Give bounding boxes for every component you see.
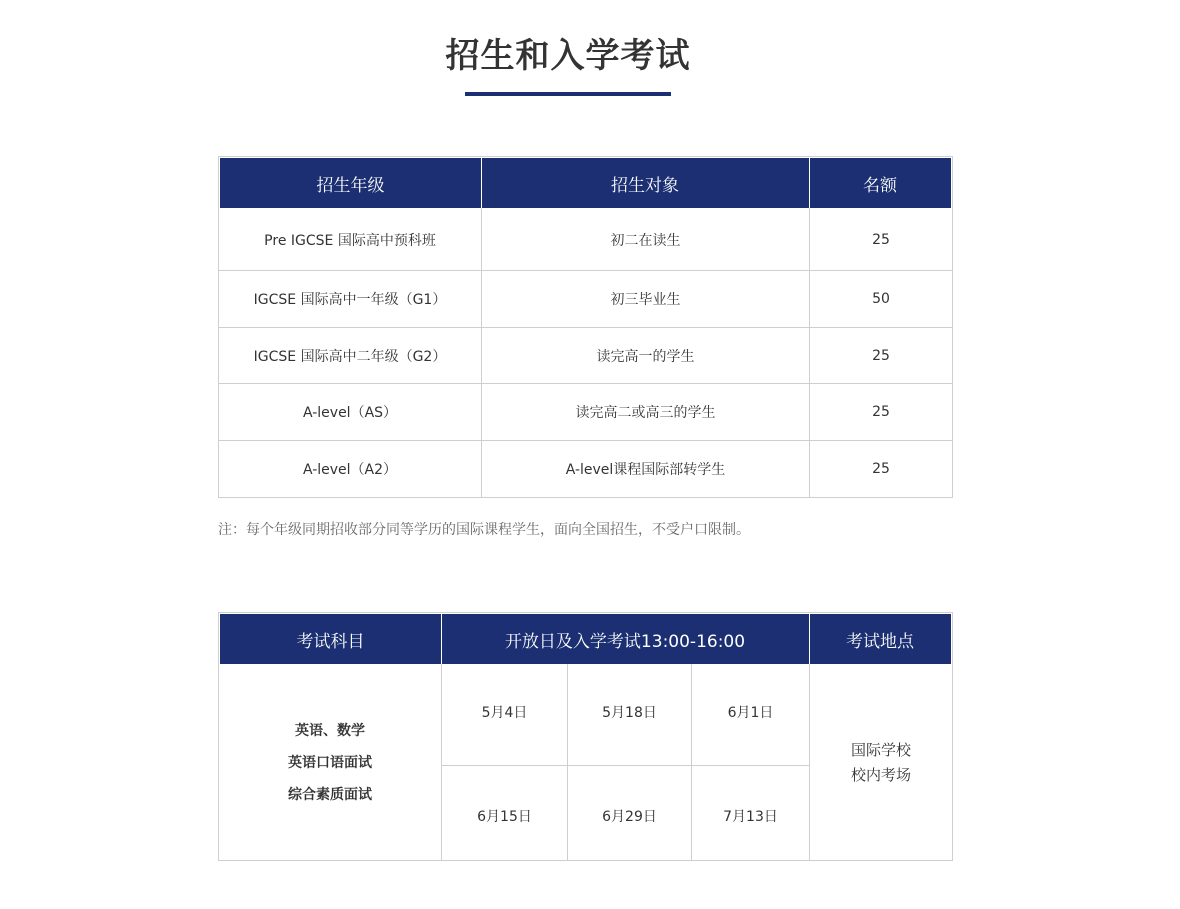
table-cell-grade: A-level（AS）: [302, 405, 398, 421]
title-underline: [465, 92, 671, 96]
exam-date: 6月15日: [477, 809, 532, 825]
exam-date: 7月13日: [723, 809, 778, 825]
enrollment-note: 注：每个年级同期招收部分同等学历的国际课程学生，面向全国招生，不受户口限制。: [218, 522, 750, 538]
header-quota: 名额: [863, 175, 897, 196]
header-subjects: 考试科目: [296, 631, 365, 652]
table-cell-grade: IGCSE 国际高中一年级（G1）: [253, 292, 447, 308]
table-cell-target: 读完高二或高三的学生: [575, 405, 716, 421]
header-divider: [481, 158, 482, 208]
table-cell-target: 初二在读生: [610, 232, 681, 249]
exam-date: 6月1日: [727, 705, 774, 721]
exam-date: 6月29日: [602, 809, 657, 825]
table-cell-grade: IGCSE 国际高中二年级（G2）: [253, 348, 447, 365]
page-title: 招生和入学考试: [445, 36, 691, 76]
table-cell-target: 读完高一的学生: [596, 348, 695, 365]
header-dates: 开放日及入学考试13:00-16:00: [504, 631, 746, 652]
location-line: 校内考场: [850, 765, 911, 784]
header-grade: 招生年级: [316, 175, 385, 196]
location-line: 国际学校: [850, 740, 911, 759]
exam-location: [810, 665, 952, 860]
header-location: 考试地点: [846, 631, 914, 652]
table-cell-target: A-level课程国际部转学生: [565, 462, 726, 478]
exam-date: 5月18日: [602, 705, 657, 721]
table-cell-grade: Pre IGCSE 国际高中预科班: [264, 232, 436, 249]
enrollment-table: [218, 156, 953, 498]
exam-date: 5月4日: [481, 705, 528, 721]
exam-subjects: [219, 665, 441, 860]
header-target: 招生对象: [611, 175, 679, 196]
table-cell-quota: 25: [872, 347, 890, 364]
header-divider: [809, 158, 810, 208]
table-cell-target: 初三毕业生: [610, 292, 681, 308]
table-cell-quota: 25: [872, 231, 890, 248]
header-divider: [441, 614, 442, 664]
table-cell-quota: 25: [872, 404, 890, 420]
table-cell-quota: 50: [872, 291, 890, 307]
header-divider: [809, 614, 810, 664]
subject-item: 英语口语面试: [288, 754, 372, 771]
exam-table: [218, 612, 953, 861]
table-cell-grade: A-level（A2）: [302, 462, 398, 478]
subject-item: 综合素质面试: [288, 786, 372, 803]
subject-item: 英语、数学: [295, 722, 365, 739]
table-cell-quota: 25: [872, 461, 890, 477]
